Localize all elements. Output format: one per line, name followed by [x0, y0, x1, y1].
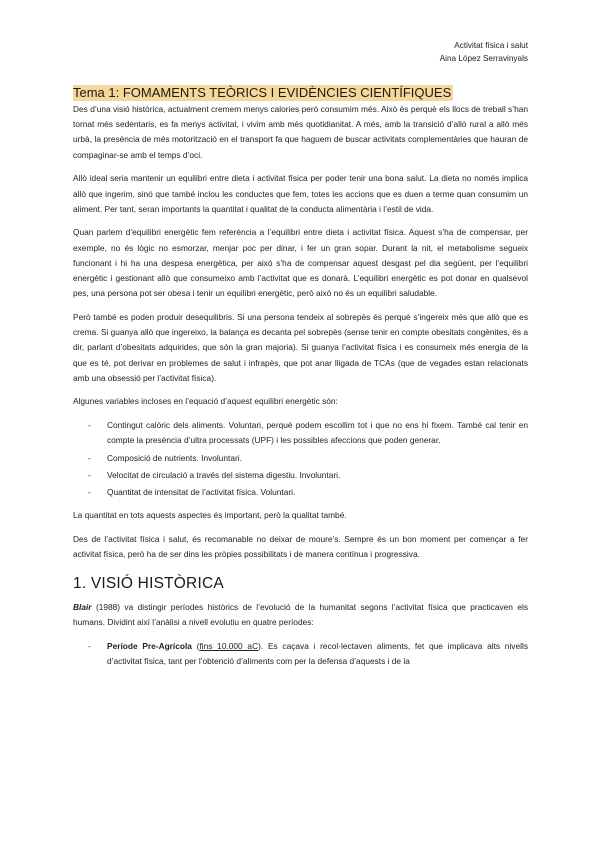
page-header [440, 39, 528, 65]
list-item: - Quantitat de intensitat de l’activitat física. Voluntari. [88, 486, 296, 497]
section-title-vision-historica: 1. VISIÓ HISTÒRICA [73, 575, 224, 593]
paragraph-recomanacio: Des de l’activitat física i salut, és recomanable no deixar de moure’s. Sempre és un bon moment per començar a fer activitat física, però ha de ser dins les pròpies possibilitats i de manera contínua i progressiva. [73, 533, 528, 560]
paragraph-variables-intro: Algunes variables incloses en l’equació d’aquest equilibri energètic són: [73, 396, 338, 407]
author-name: Blair [73, 602, 92, 613]
paragraph-quantitat: La quantitat en tots aquests aspectes és important, però la qualitat també. [73, 510, 347, 521]
tema-title: Tema 1: FOMAMENTS TEÒRICS I EVIDÈNCIES CIENTÍFIQUES [73, 85, 452, 100]
list-item: - Composició de nutrients. Involuntari. [88, 452, 242, 463]
paragraph-equilibri: Quan parlem d’equilibri energètic fem referència a l’equilibri entre dieta i activitat física. Aquest s’ha de compensar, per exemple, no és lògic no esmorzar, menjar poc per dinar, i fer un gran sopar. Durant la nit, el metabolisme segueix funcionant i hi ha una despesa energètica, per això s’ha de compensar aquest desgast pel dia següent, per l’equilibri energètic i gestionant allò que consumeixo amb l’activitat que es donarà. L’equilibri energètic es pot donar en qualsevol pes, una persona pot ser obesa i tenir un equilibri energètic, però això no és un equilibri saludable. [73, 227, 528, 299]
header-author: Aina López Serravinyals [439, 54, 528, 63]
list-item: - Contingut calòric dels aliments. Voluntari, perquè podem escollim tot i que no ens hi fixem. També cal tenir en compte la presència d’ultra processats (UPF) i les possibles afeccions que poden generar. [88, 420, 528, 446]
paragraph-ideal: Allò ideal seria mantenir un equilibri entre dieta i activitat física per poder tenir una bona salut. La dieta no només implica allò que ingerim, sinó que també inclou les conductes que fem, totes les accions que es duen a terme quan consumim un aliment. Per tant, seran importants la quantitat i qualitat de la conducta alimentària i l’estil de vida. [73, 173, 528, 214]
period-date: fins 10.000 aC [199, 641, 259, 652]
paragraph-desequilibris: Però també es poden produir desequilibris. Si una persona tendeix al sobrepès és perquè s’ingereix més que allò que es crema. Si guanya allò que ingereixo, la balança es decanta pel sobrepès (sense tenir en compte obesitats congènites, és a dir, parlant d’obesitats adquirides, que són la gran majoria). Si guanya l’activitat física i es consumeix més energia de la que es té, pot derivar en problemes de salut i infrapès, que pot anar lligada de TCAs (que de vegades estan relacionats amb una obsessió per l’activitat física). [73, 311, 528, 383]
document-body [73, 84, 528, 678]
period-text: . Es caçava i recol·lectaven aliments, fet que implicava alts nivells d’activitat física, tant per l’obtenció d’aliments com per la defensa d’aquests i de la [107, 641, 528, 667]
header-course: Activitat física i salut [454, 41, 528, 50]
paragraph-blair [73, 600, 528, 630]
variables-list [73, 418, 528, 500]
periods-list [73, 639, 528, 669]
list-item: - Velocitat de circulació a través del sistema digestiu. Involuntari. [88, 469, 341, 480]
list-item-text: Contingut calòric dels aliments. Voluntari, perquè podem escollim tot i que no ens hi fixem. També cal tenir en compte la presència d’ultra processats (UPF) i les possibles afeccions que poden generar. [107, 420, 528, 446]
blair-text: (1988) va distingir períodes històrics de l’evolució de la humanitat segons l’activitat física que practicaven els humans. Dividint així l’anàlisi a nivell evolutiu en quatre períodes: [73, 602, 528, 628]
list-item-text: Composició de nutrients. Involuntari. [107, 452, 242, 463]
period-name: Període Pre-Agrícola [107, 641, 192, 652]
paragraph-intro: Des d’una visió històrica, actualment cremem menys calories però consumim més. Això és perquè els llocs de treball s’han tornat més sedentaris, es fa menys activitat, i vivim amb més quotidianitat. A més, amb la transició d’allò rural a allò més urbà, la presència de més motorització en el transport fa que haguem de buscar activitats complementàries que hauran de compaginar-se amb el temps d’oci. [73, 104, 528, 160]
list-item: - Període Pre-Agrícola (fins 10.000 aC). Es caçava i recol·lectaven aliments, fet que implicava alts nivells d’activitat física, tant per l’obtenció d’aliments com per la defensa d’aquests i de la [88, 641, 528, 667]
list-item-text: Quantitat de intensitat de l’activitat física. Voluntari. [107, 486, 296, 497]
list-item-text: Velocitat de circulació a través del sistema digestiu. Involuntari. [107, 469, 341, 480]
